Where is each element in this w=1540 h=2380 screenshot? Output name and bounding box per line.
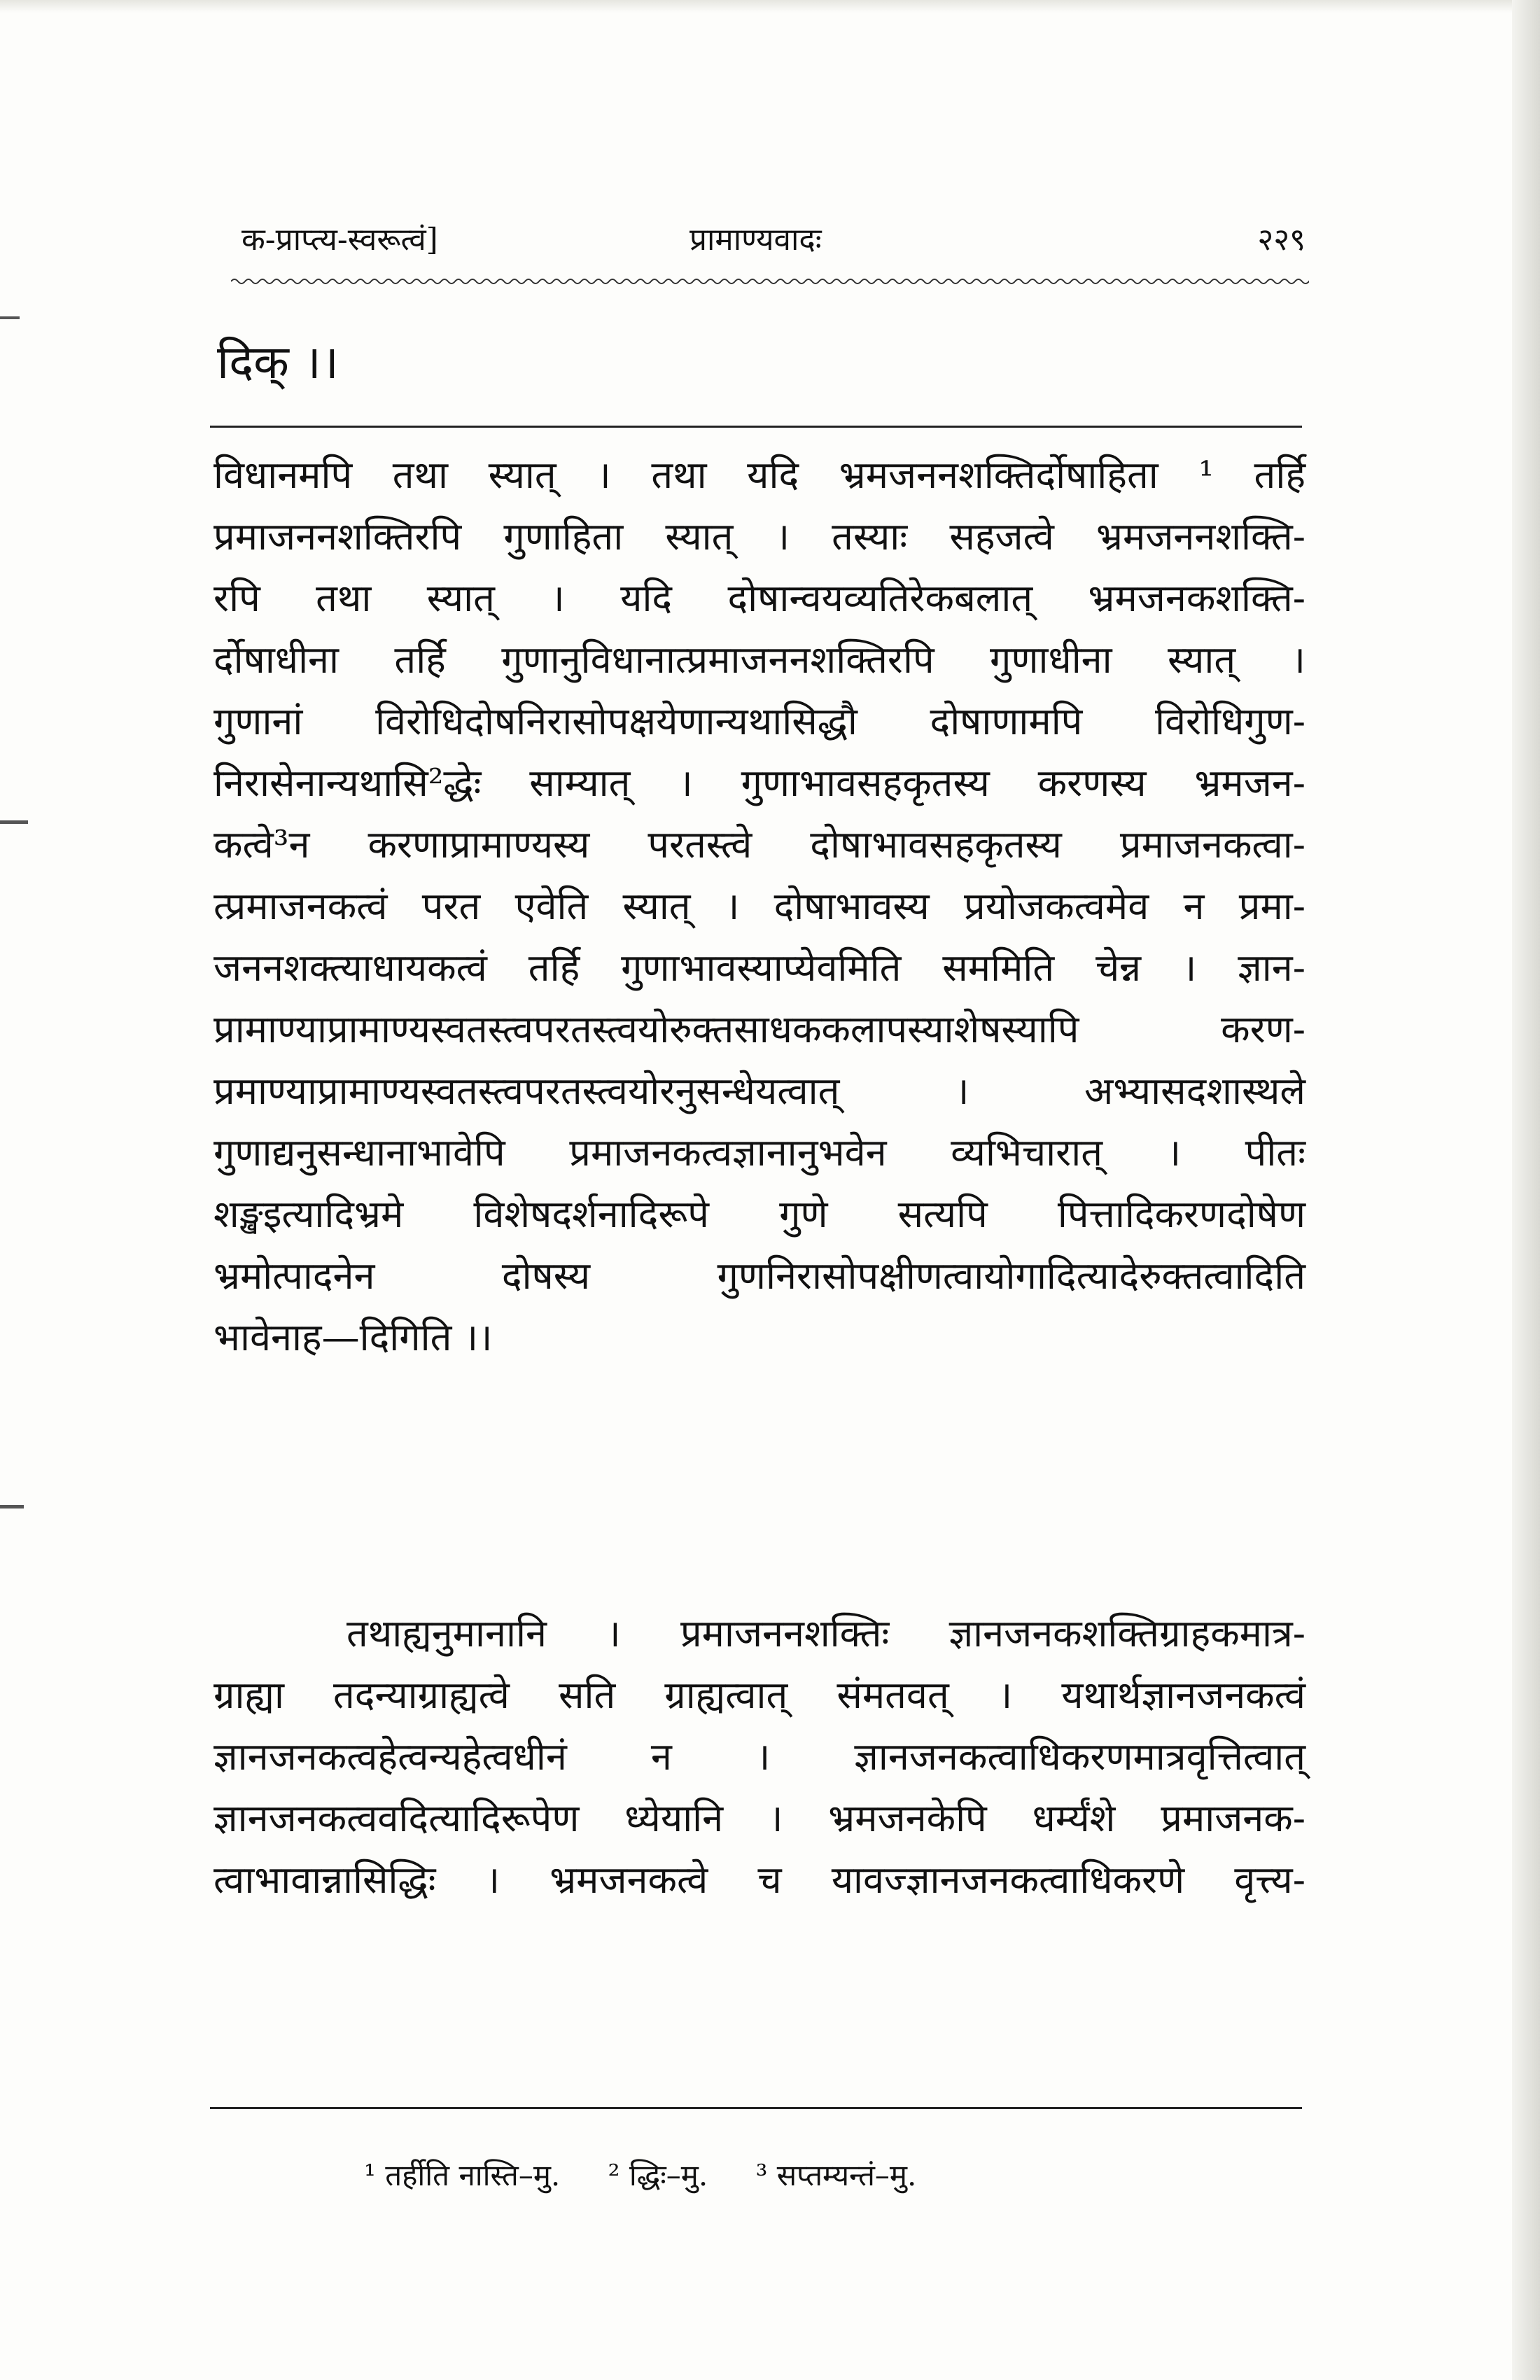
margin-mark bbox=[0, 1505, 24, 1508]
footnote: ¹ तर्हीति नास्ति–मु. bbox=[364, 2158, 561, 2192]
margin-mark bbox=[0, 316, 20, 319]
commentary-line: रपि तथा स्यात् । यदि दोषान्वयव्यतिरेकबलात् भ्रमजनकशक्ति- bbox=[214, 576, 1306, 620]
mula-line: त्वाभावान्नासिद्धिः । भ्रमजनकत्वे च यावज्ज्ञानजनकत्वाधिकरणे वृत्त्य- bbox=[214, 1858, 1306, 1902]
mula-line: ग्राह्या तदन्याग्राह्यत्वे सति ग्राह्यत्वात् संमतवत् । यथार्थज्ञानजनकत्वं bbox=[214, 1673, 1306, 1717]
commentary-line: गुणानां विरोधिदोषनिरासोपक्षयेणान्यथासिद्धौ दोषाणामपि विरोधिगुण- bbox=[214, 699, 1306, 743]
commentary-line: प्रामाण्याप्रामाण्यस्वतस्त्वपरतस्त्वयोरुक्तसाधककलापस्याशेषस्यापि करण- bbox=[214, 1007, 1306, 1051]
footnote: ³ सप्तम्यन्तं–मु. bbox=[755, 2158, 917, 2192]
footnotes bbox=[364, 2155, 1274, 2194]
commentary-line: र्दोषाधीना तर्हि गुणानुविधानात्प्रमाजननशक्तिरपि गुणाधीना स्यात् । bbox=[214, 638, 1306, 682]
footnote: ² द्धिः–मु. bbox=[608, 2158, 708, 2192]
mula-line: तथाह्यनुमानानि । प्रमाजननशक्तिः ज्ञानजनकशक्तिग्राहकमात्र- bbox=[346, 1611, 1306, 1656]
commentary-line: प्रमाजननशक्तिरपि गुणाहिता स्यात् । तस्याः सहजत्वे भ्रमजननशक्ति- bbox=[214, 514, 1306, 559]
commentary-block bbox=[214, 444, 1306, 1368]
section-heading: दिक् ।। bbox=[217, 335, 339, 389]
commentary-line: निरासेनान्यथासि²द्धेः साम्यात् । गुणाभावसहकृतस्य करणस्य भ्रमजन- bbox=[214, 761, 1306, 805]
mula-text-block bbox=[214, 1603, 1306, 1911]
running-head-title: प्रामाण्यवादः bbox=[690, 222, 822, 258]
heading-rule bbox=[210, 426, 1302, 428]
commentary-line: विधानमपि तथा स्यात् । तथा यदि भ्रमजननशक्तिर्दोषाहिता ¹ तर्हि bbox=[214, 453, 1306, 497]
footnote-rule bbox=[210, 2107, 1302, 2109]
commentary-line: भावेनाह—दिगिति ।। bbox=[214, 1315, 493, 1359]
commentary-line: त्प्रमाजनकत्वं परत एवेति स्यात् । दोषाभावस्य प्रयोजकत्वमेव न प्रमा- bbox=[214, 884, 1306, 928]
commentary-line: जननशक्त्याधायकत्वं तर्हि गुणाभावस्याप्येवमिति सममिति चेन्न । ज्ञान- bbox=[214, 946, 1306, 990]
mula-line: ज्ञानजनकत्वहेत्वन्यहेत्वधीनं न । ज्ञानजनकत्वाधिकरणमात्रवृत्तित्वात् bbox=[214, 1735, 1306, 1779]
margin-mark bbox=[0, 820, 28, 824]
commentary-line: शङ्खइत्यादिभ्रमे विशेषदर्शनादिरूपे गुणे सत्यपि पित्तादिकरणदोषेण bbox=[214, 1192, 1306, 1236]
commentary-line: गुणाद्यनुसन्धानाभावेपि प्रमाजनकत्वज्ञानानुभवेन व्यभिचारात् । पीतः bbox=[214, 1130, 1306, 1175]
mula-line: ज्ञानजनकत्ववदित्यादिरूपेण ध्येयानि । भ्रमजनकेपि धर्म्यंशे प्रमाजनक- bbox=[214, 1796, 1306, 1840]
commentary-line: प्रमाण्याप्रामाण्यस्वतस्त्वपरतस्त्वयोरनुसन्धेयत्वात् । अभ्यासदशास्थले bbox=[214, 1069, 1306, 1113]
running-head-section: क-प्राप्त्य-स्वरूत्वं] bbox=[241, 222, 438, 258]
wavy-divider bbox=[231, 276, 1309, 286]
scan-right-edge bbox=[1512, 0, 1540, 2380]
page-number: २२९ bbox=[1257, 222, 1306, 258]
running-head bbox=[241, 210, 1306, 266]
commentary-line: कत्वे³न करणाप्रामाण्यस्य परतस्त्वे दोषाभावसहकृतस्य प्रमाजनकत्वा- bbox=[214, 822, 1306, 867]
scan-top-edge bbox=[0, 0, 1540, 13]
commentary-line: भ्रमोत्पादनेन दोषस्य गुणनिरासोपक्षीणत्वायोगादित्यादेरुक्तत्वादिति bbox=[214, 1254, 1306, 1298]
